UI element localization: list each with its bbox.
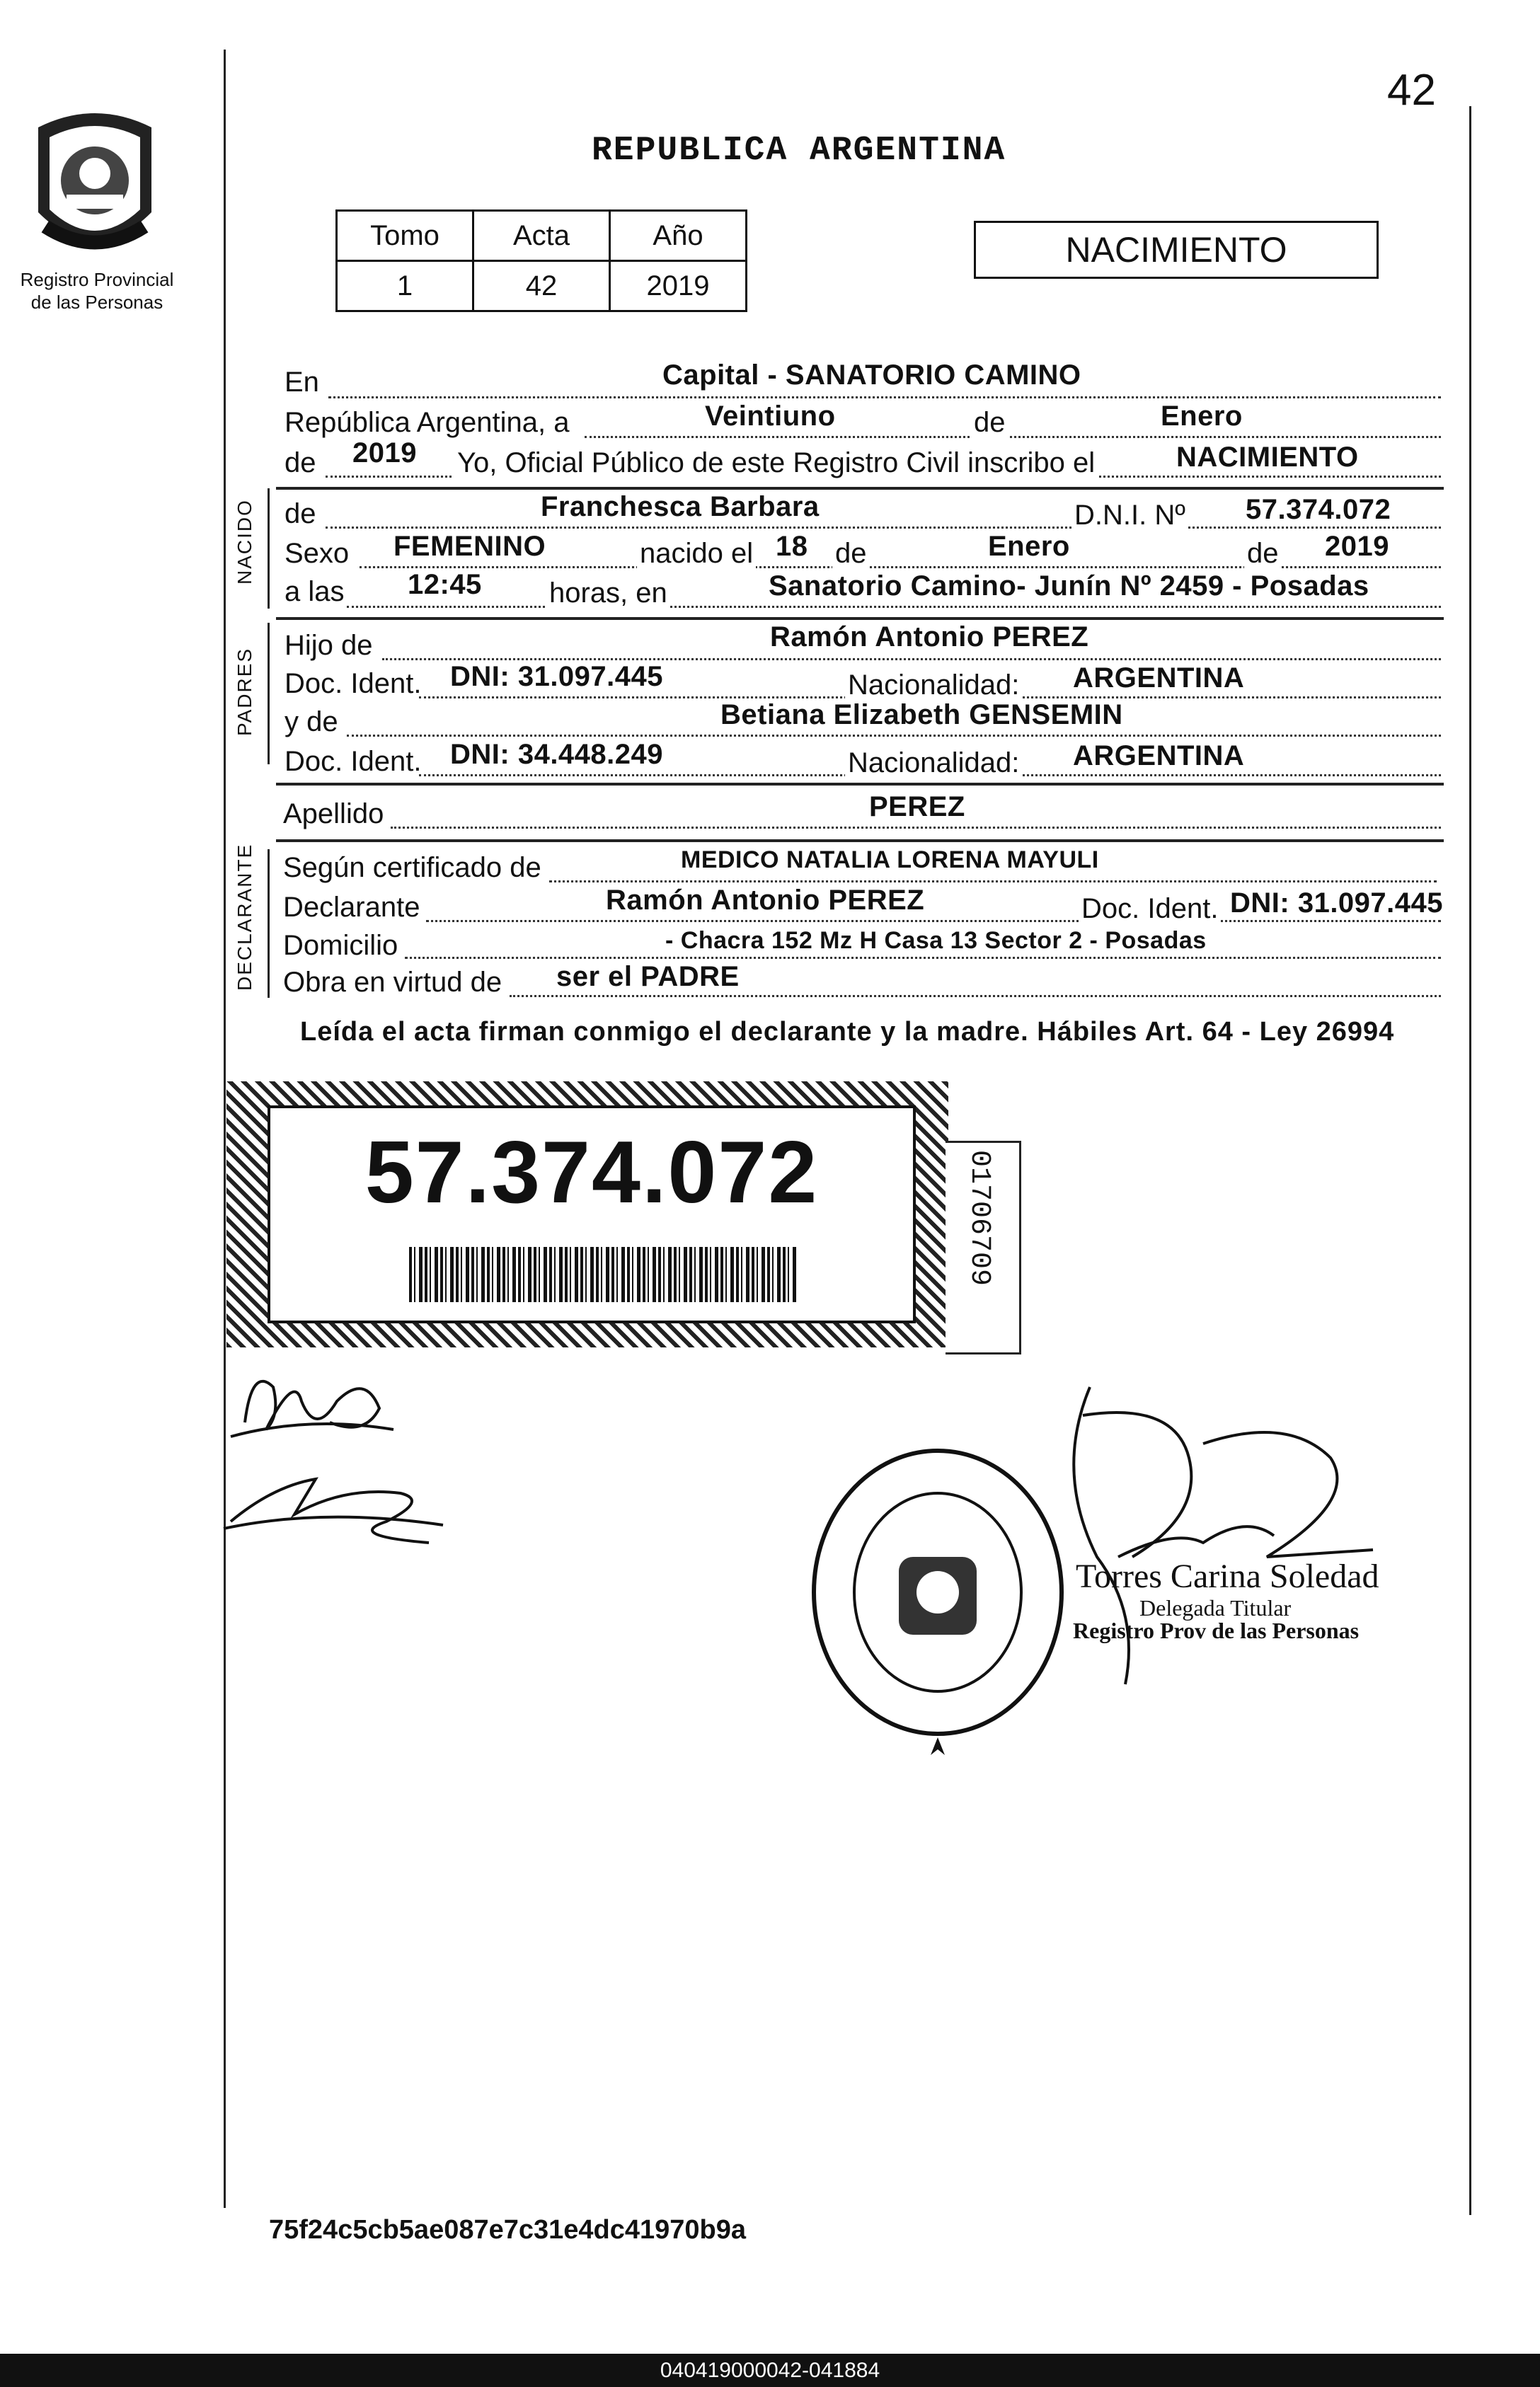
sticker-serial: 01706709 [963,1150,995,1287]
father-nac-label: Nacionalidad: [845,669,1022,701]
mother-nac-value: ARGENTINA [1073,740,1245,771]
nacido-side-label: NACIDO [234,499,255,585]
table-value-anio: 2019 [610,261,747,311]
right-margin-line [1469,106,1471,2215]
nacido-el-label: nacido el [637,538,756,570]
footer-barcode-text: 040419000042-041884 [660,2359,880,2382]
cert-value: MEDICO NATALIA LORENA MAYULI [681,846,1099,873]
hijo-de-label: Hijo de [285,630,373,661]
alas-dots [347,606,1441,608]
father-doc-label: Doc. Ident. [285,668,422,699]
mother-dots [347,735,1441,737]
footer-bar [0,2354,1540,2387]
decl-doc-value: DNI: 31.097.445 [1230,887,1444,919]
mother-nac-label: Nacionalidad: [845,747,1022,779]
separator-1 [276,487,1444,490]
signatory-role-1: Delegada Titular [1139,1595,1292,1621]
table-header-anio: Año [610,211,747,261]
horas-label: horas, en [546,577,670,609]
declarante-side-label: DECLARANTE [234,843,255,991]
table-value-tomo: 1 [337,261,473,311]
signature-scribble-2 [217,1458,457,1557]
mother-doc-value: DNI: 34.448.249 [450,739,664,770]
declarante-dots [426,920,1441,922]
separator-2 [276,617,1444,620]
nacido-name-dots [326,527,1441,529]
en-label: En [285,367,319,398]
birth-day-value: 18 [776,531,808,562]
padres-side-label: PADRES [234,647,255,736]
page-title: REPUBLICA ARGENTINA [592,132,1006,170]
de-label-1: de [971,407,1009,439]
apellido-label: Apellido [283,798,384,829]
child-name-value: Franchesca Barbara [541,491,820,522]
page-number: 42 [1387,66,1436,115]
register-table [335,209,747,312]
en-dots [328,396,1441,398]
father-doc-value: DNI: 31.097.445 [450,661,664,692]
separator-4 [276,839,1444,842]
table-value-acta: 42 [473,261,610,311]
domicilio-dots [405,957,1441,959]
logo-caption-1: Registro Provincial [20,269,174,290]
declarante-bracket [268,849,270,998]
province-logo [24,106,166,269]
en-value: Capital - SANATORIO CAMINO [662,360,1081,391]
father-nac-value: ARGENTINA [1073,662,1245,694]
nacido-de-label-3: de [1244,538,1282,570]
signature-scribble-1 [224,1359,408,1458]
inscribo-value: NACIMIENTO [1176,442,1359,473]
dni-label: D.N.I. Nº [1071,500,1188,531]
table-header-tomo: Tomo [337,211,473,261]
mother-doc-label: Doc. Ident. [285,746,422,777]
apellido-value: PEREZ [869,791,965,822]
signatory-role-2: Registro Prov de las Personas [1073,1618,1360,1643]
sticker-barcode [409,1247,798,1302]
nacido-de-label: de [285,498,316,529]
yo-text: Yo, Oficial Público de este Registro Civil inscribo el [453,447,1099,479]
nacido-de-label-2: de [832,538,870,570]
de-label-2: de [285,447,316,478]
birth-month-value: Enero [988,531,1070,562]
doc-type-box [974,221,1379,279]
birth-time-value: 12:45 [408,569,482,600]
child-dni-value: 57.374.072 [1246,494,1391,525]
republica-dots [585,436,1441,438]
birth-year-value: 2019 [1325,531,1389,562]
obra-dots [510,995,1441,997]
month-value: Enero [1161,401,1243,432]
declarante-label: Declarante [283,892,420,923]
doc-type-label: NACIMIENTO [1065,230,1287,270]
apellido-dots [391,827,1441,829]
nacido-bracket [268,488,270,609]
obra-label: Obra en virtud de [283,967,502,998]
sticker-number: 57.374.072 [364,1124,819,1221]
closing-text: Leída el acta firman conmigo el declarante y la madre. Hábiles Art. 64 - Ley 26994 [300,1017,1395,1047]
cert-label: Según certificado de [283,852,541,883]
table-header-acta: Acta [473,211,610,261]
left-margin-line [224,50,226,2208]
father-dots [382,658,1441,660]
logo-caption-2: de las Personas [30,292,163,313]
id-sticker [226,1081,948,1347]
domicilio-label: Domicilio [283,930,398,961]
republica-label: República Argentina, a [285,407,570,438]
obra-value: ser el PADRE [556,961,740,992]
document-hash: 75f24c5cb5ae087e7c31e4dc41970b9a [269,2215,747,2245]
sticker-serial-tab [946,1141,1021,1354]
year-value: 2019 [352,437,417,468]
cert-dots [549,880,1437,882]
official-seal [807,1444,1069,1769]
alas-label: a las [285,576,345,607]
day-value: Veintiuno [705,401,836,432]
domicilio-value: - Chacra 152 Mz H Casa 13 Sector 2 - Posadas [665,927,1207,954]
declarante-value: Ramón Antonio PEREZ [606,885,925,916]
sticker-inner [268,1105,916,1323]
padres-bracket [268,623,270,764]
sexo-value: FEMENINO [393,531,546,562]
sexo-label: Sexo [285,538,350,569]
birth-place-value: Sanatorio Camino- Junín Nº 2459 - Posadas [769,570,1369,602]
y-de-label: y de [285,706,338,737]
official-signature-scribble [1033,1373,1401,1698]
signatory-name: Torres Carina Soledad [1076,1558,1379,1595]
father-name-value: Ramón Antonio PEREZ [770,621,1089,652]
mother-name-value: Betiana Elizabeth GENSEMIN [720,699,1123,730]
decl-doc-label: Doc. Ident. [1079,893,1221,925]
separator-3 [276,783,1444,786]
